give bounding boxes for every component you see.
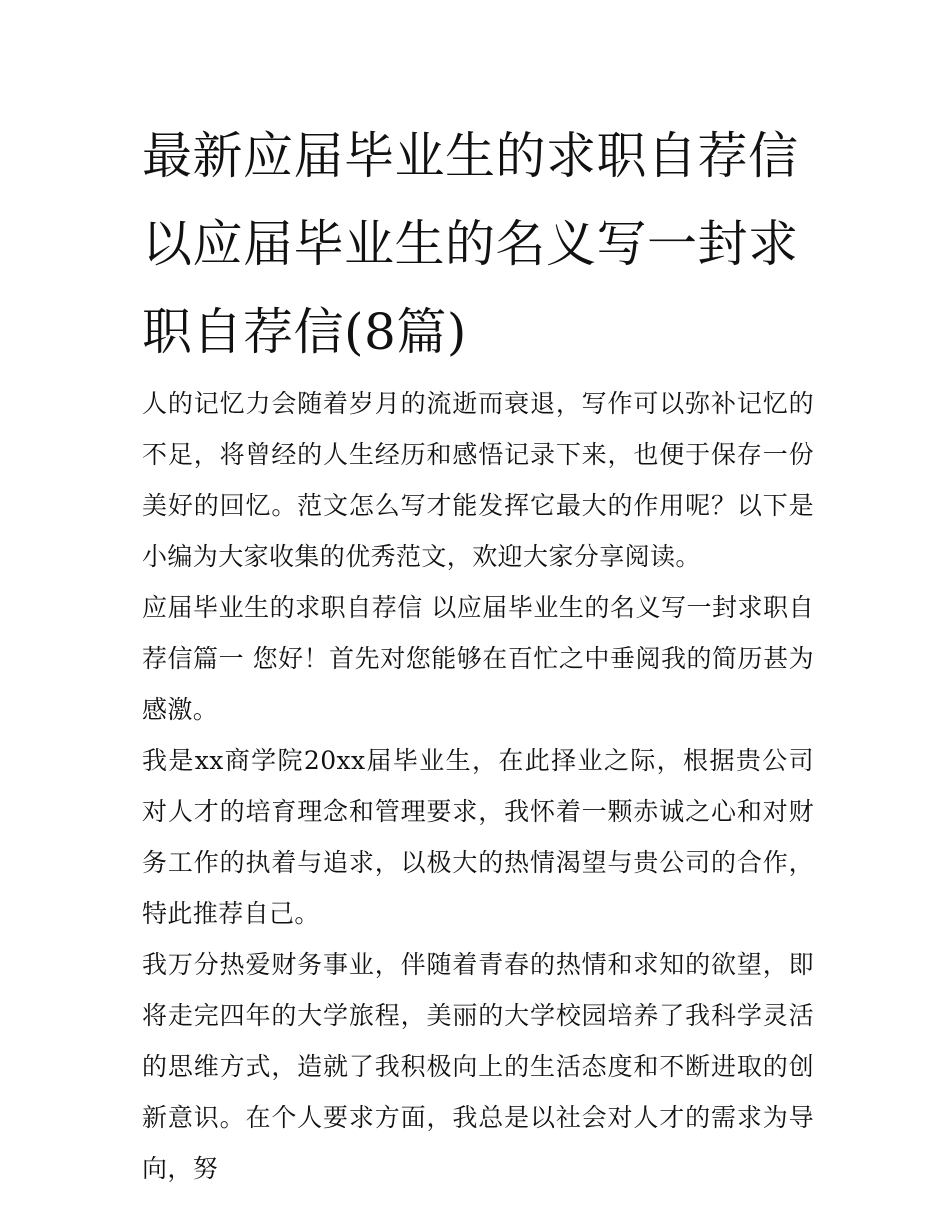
intro-paragraph: 人的记忆力会随着岁月的流逝而衰退，写作可以弥补记忆的不足，将曾经的人生经历和感悟记录下来，也便于保存一份美好的回忆。范文怎么写才能发挥它最大的作用呢？以下是小编为大家收集的优秀范文，欢迎大家分享阅读。 [142, 389, 814, 571]
motivation-paragraph: 我万分热爱财务事业，伴随着青春的热情和求知的欲望，即将走完四年的大学旅程，美丽的大学校园培养了我科学灵活的思维方式，造就了我积极向上的生活态度和不断进取的创新意识。在个人要求方面，我总是以社会对人才的需求为导向，努 [142, 950, 814, 1183]
document-content [142, 112, 814, 1194]
greeting-paragraph: 应届毕业生的求职自荐信 以应届毕业生的名义写一封求职自荐信篇一 您好！首先对您能够在百忙之中垂阅我的简历甚为感激。 [142, 593, 814, 724]
self-introduction-paragraph: 我是xx商学院20xx届毕业生，在此择业之际，根据贵公司对人才的培育理念和管理要求，我怀着一颗赤诚之心和对财务工作的执着与追求，以极大的热情渴望与贵公司的合作，特此推荐自己。 [142, 746, 814, 928]
document-title: 最新应届毕业生的求职自荐信 以应届毕业生的名义写一封求职自荐信(8篇) [142, 127, 799, 361]
document-body [142, 378, 814, 1194]
